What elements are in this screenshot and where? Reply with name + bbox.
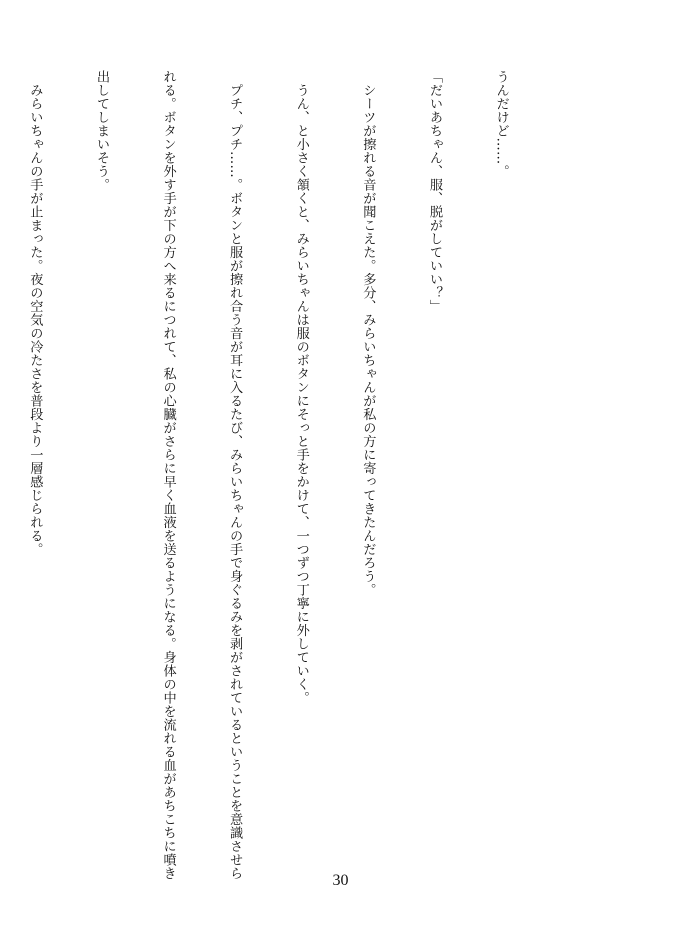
text-line: 出してしまいそう。: [93, 70, 109, 192]
text-line: みらいちゃんの手が止まった。夜の空気の冷たさを普段より一層感じられる。: [27, 70, 43, 556]
page-number: 30: [332, 872, 349, 889]
text-line: うん、と小さく頷くと、みらいちゃんは服のボタンにそっと手をかけて、一つずつ丁寧に外していく。: [293, 70, 309, 705]
vertical-text-body: [0, 70, 556, 880]
text-line: うんだけど……。: [493, 70, 509, 178]
text-line: 「だいあちゃん、服、脱がしていい？」: [426, 70, 442, 313]
text-line: れる。ボタンを外す手が下の方へ来るにつれて、私の心臓がさらに早く血液を送るようになる。身体の中を流れる血があちこちに噴き: [160, 70, 176, 880]
text-line: シーツが擦れる音が聞こえた。多分、みらいちゃんが私の方に寄ってきたんだろう。: [360, 70, 376, 597]
text-line: プチ、プチ……。ボタンと服が擦れ合う音が耳に入るたび、みらいちゃんの手で身ぐるみを剥がされているということを意識させら: [227, 70, 243, 880]
